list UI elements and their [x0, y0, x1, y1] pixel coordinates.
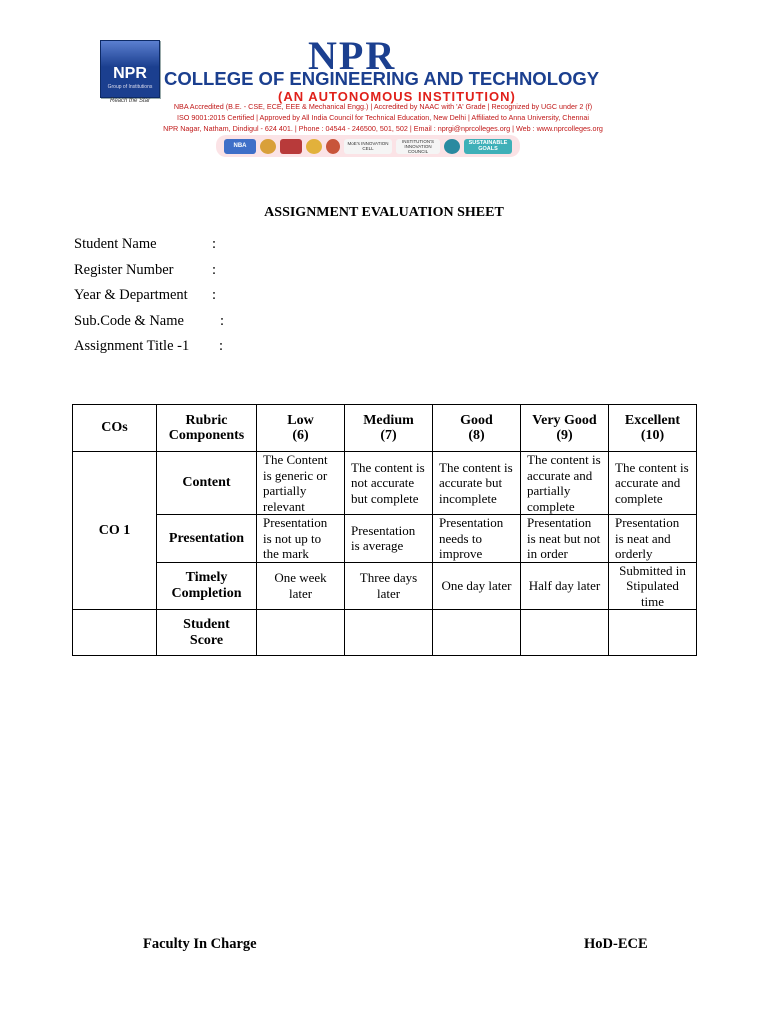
anna-university-badge-icon	[306, 139, 322, 154]
component-timely-completion: Timely Completion	[157, 562, 257, 610]
score-excellent-input[interactable]	[609, 610, 697, 656]
header-medium: Medium (7)	[345, 405, 433, 452]
table-row	[73, 515, 697, 563]
timely-low: One week later	[257, 562, 345, 610]
page-title: ASSIGNMENT EVALUATION SHEET	[264, 205, 504, 220]
component-presentation: Presentation	[157, 515, 257, 563]
field-label: Assignment Title -1	[74, 338, 190, 354]
header-very-good: Very Good (9)	[521, 405, 609, 452]
sdg-badge-icon: SUSTAINABLE GOALS	[464, 139, 512, 154]
field-colon: :	[219, 338, 224, 354]
iso-badge-icon	[444, 139, 460, 154]
header-cos: COs	[73, 405, 157, 452]
field-colon: :	[220, 313, 225, 329]
logo-sky	[101, 41, 159, 67]
content-excellent: The content is accurate and complete	[609, 452, 697, 515]
logo-text: NPR	[113, 65, 147, 82]
header-low: Low (6)	[257, 405, 345, 452]
address-line: NPR Nagar, Natham, Dindigul - 624 401. | Phone : 04544 - 246500, 501, 502 | Email : nprgi@nprcolleges.org | Web : www.nprcolleges.org	[163, 124, 603, 133]
field-label: Student Name	[74, 236, 157, 252]
header-rubric-components: Rubric Components	[157, 405, 257, 452]
timely-excellent: Submitted in Stipulated time	[609, 562, 697, 610]
header-good: Good (8)	[433, 405, 521, 452]
logo-tagline: Group of Institutions	[107, 84, 153, 90]
ugc-badge-icon	[326, 139, 340, 154]
field-label: Year & Department	[74, 287, 188, 303]
naac-badge-icon	[260, 139, 276, 154]
presentation-medium: Presentation is average	[345, 515, 433, 563]
accreditation-line: NBA Accredited (B.E. - CSE, ECE, EEE & Mechanical Engg.) | Accredited by NAAC with 'A' Grade | Recognized by UGC under 2 (f)	[173, 102, 593, 111]
field-colon: :	[212, 262, 217, 278]
content-low: The Content is generic or partially relevant	[257, 452, 345, 515]
timely-medium: Three days later	[345, 562, 433, 610]
rubric-table	[72, 404, 697, 656]
presentation-low: Presentation is not up to the mark	[257, 515, 345, 563]
table-header-row	[73, 405, 697, 452]
score-medium-input[interactable]	[345, 610, 433, 656]
header-excellent: Excellent (10)	[609, 405, 697, 452]
timely-good: One day later	[433, 562, 521, 610]
letterhead	[98, 33, 668, 160]
score-low-input[interactable]	[257, 610, 345, 656]
nba-badge-icon: NBA	[224, 139, 256, 154]
logo-motto: Reach the Star	[109, 98, 151, 104]
innovation-cell-badge-icon: MoE's INNOVATION CELL	[344, 139, 392, 154]
field-colon: :	[212, 236, 217, 252]
presentation-excellent: Presentation is neat and orderly	[609, 515, 697, 563]
content-good: The content is accurate but incomplete	[433, 452, 521, 515]
component-content: Content	[157, 452, 257, 515]
hod-signature-label: HoD-ECE	[584, 936, 648, 952]
certification-line: ISO 9001:2015 Certified | Approved by All India Council for Technical Education, New Delhi | Affiliated to Anna University, Chennai	[176, 113, 590, 122]
college-name: COLLEGE OF ENGINEERING AND TECHNOLOGY	[164, 68, 600, 89]
table-row	[73, 562, 697, 610]
field-label: Sub.Code & Name	[74, 313, 184, 329]
aicte-badge-icon	[280, 139, 302, 154]
presentation-very-good: Presentation is neat but not in order	[521, 515, 609, 563]
timely-very-good: Half day later	[521, 562, 609, 610]
content-medium: The content is not accurate but complete	[345, 452, 433, 515]
content-very-good: The content is accurate and partially complete	[521, 452, 609, 515]
accreditation-badges	[216, 135, 520, 157]
iic-badge-icon: INSTITUTION'S INNOVATION COUNCIL	[396, 139, 440, 154]
field-colon: :	[212, 287, 217, 303]
co-empty-cell	[73, 610, 157, 656]
faculty-signature-label: Faculty In Charge	[143, 936, 257, 952]
table-row	[73, 610, 697, 656]
brand-name: NPR	[308, 33, 397, 78]
presentation-good: Presentation needs to improve	[433, 515, 521, 563]
autonomous-label: (AN AUTONOMOUS INSTITUTION)	[278, 89, 516, 104]
co-cell: CO 1	[73, 452, 157, 610]
score-good-input[interactable]	[433, 610, 521, 656]
score-very-good-input[interactable]	[521, 610, 609, 656]
table-row	[73, 452, 697, 515]
college-logo	[100, 40, 160, 98]
component-student-score: Student Score	[157, 610, 257, 656]
field-label: Register Number	[74, 262, 174, 278]
